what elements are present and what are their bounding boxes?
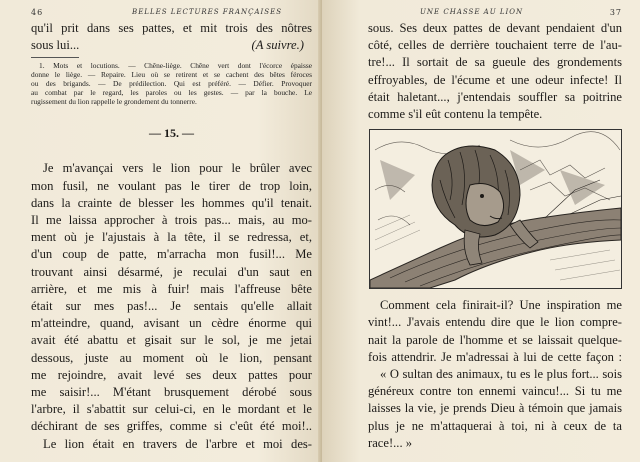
text-line: Le lion était en travers de l'arbre et moi des-	[43, 436, 312, 451]
text-line: avait été abattu et gisait sur le sol, je me jetai	[31, 333, 312, 348]
text-line: me saisir!... M'étant brusquement dérobé sous	[31, 385, 312, 400]
text-line: dessous, juste au moment où le lion, pensant	[31, 350, 312, 365]
right-top-text	[368, 20, 622, 123]
text-line: me rejoindre, avait levé ses deux pattes pour	[31, 367, 312, 382]
right-bottom-text	[368, 297, 622, 452]
text-line: effroyables, de l'écume et une odeur infecte! Il	[368, 72, 622, 87]
footnote-line: 1. Mots et locutions. — Chêne-liège. Chêne vert dont l'écorce épaisse	[39, 61, 312, 71]
footnote-line: ou des brigands. — De prédilection. Qui est préféré. — Défier. Provoquer	[31, 79, 312, 89]
text-line: vint!... J'avais entendu dire que le lion compre-	[368, 315, 622, 330]
text-line: trouvant ainsi désarmé, je reculai d'un saut en	[31, 264, 312, 279]
text-line: l'arbre, il s'abattit sur celui-ci, en le mordant et le	[31, 402, 312, 417]
text-line: plus je ne m'attaquerai à toi, ni à ceux de ta	[368, 418, 622, 433]
text-line	[31, 37, 312, 54]
text-line: comme s'il eût contenu la tempête.	[368, 107, 543, 122]
chapter-heading: — 15. —	[149, 126, 194, 141]
right-running-header	[368, 8, 622, 20]
text-line: dans la crainte de blesser les hommes qu'il tenait.	[31, 195, 312, 210]
text-line: d'un coup de patte, m'arracha mon fusil!... Me	[31, 247, 312, 262]
text-line: laisses la vie, je prends Dieu à témoin que jamais	[368, 401, 622, 416]
left-body-text	[31, 160, 312, 452]
right-running-head: UNE CHASSE AU LION	[420, 8, 524, 16]
text-line: m'atteindre, quand, avisant un cèdre énorme qui	[31, 316, 312, 331]
text-line: mon fusil, ne voulant pas le tirer de trop loin,	[31, 178, 312, 193]
footnote-line: au combat par le regard, les paroles ou les gestes. — par la bouche. Le	[31, 88, 312, 98]
to-be-continued: (A suivre.)	[251, 38, 304, 53]
text-line: race!... »	[368, 435, 413, 450]
text-fragment: sous lui...	[31, 38, 80, 53]
left-running-head: BELLES LECTURES FRANÇAISES	[132, 8, 282, 16]
footnote-rule	[31, 57, 79, 58]
text-line: tre!... Il sortait de sa gueule des grondements	[368, 55, 622, 70]
footnote-line: donne le liège. — Repaire. Lieu où se retirent et se cachent des bêtes féroces	[31, 70, 312, 80]
text-line: ment où je l'ajustais à la tête, il se redressa, et,	[31, 230, 312, 245]
left-running-header	[31, 8, 312, 20]
text-line: Il me laissa approcher à trois pas... mais, au mo-	[31, 213, 312, 228]
text-line: était haletant..., j'entendais souffler sa poitrine	[368, 89, 622, 104]
text-line: Comment cela finirait-il? Une inspiration me	[380, 298, 622, 313]
footnote-line: rugissement du lion rappelle le grondement du tonnerre.	[31, 97, 197, 107]
text-line: arrière, et me mis à fuir! mais l'affreuse bête	[31, 281, 312, 296]
text-line: sous. Ses deux pattes de devant pendaient d'un	[368, 21, 622, 35]
footnotes	[31, 61, 312, 106]
left-page-number: 46	[31, 8, 44, 17]
right-page	[322, 0, 640, 462]
text-line: nait la parole de l'homme et se laissait quelque-	[368, 332, 622, 347]
text-line: généreux contre ton ennemi vaincu!... Si tu me	[368, 384, 622, 399]
right-page-number: 37	[609, 8, 622, 17]
text-line: fois attendrir. Je m'adressai à lui de cette façon :	[368, 349, 622, 364]
text-line: qu'il prit dans ses pattes, et mit trois des nôtres	[31, 21, 312, 35]
lion-illustration	[369, 129, 622, 289]
lion-engraving	[370, 130, 621, 288]
text-line: était sur mes pas!... Je sentais qu'elle allait	[31, 299, 312, 314]
text-line: Je m'avançai vers le lion pour le brûler avec	[43, 161, 312, 176]
text-line: déchirant de ses griffes, comme si c'eût été moi!..	[31, 419, 312, 434]
text-line: côté, celles de derrière touchaient terre de l'au-	[368, 38, 622, 53]
text-line: « O sultan des animaux, tu es le plus fort... sois	[380, 367, 622, 382]
